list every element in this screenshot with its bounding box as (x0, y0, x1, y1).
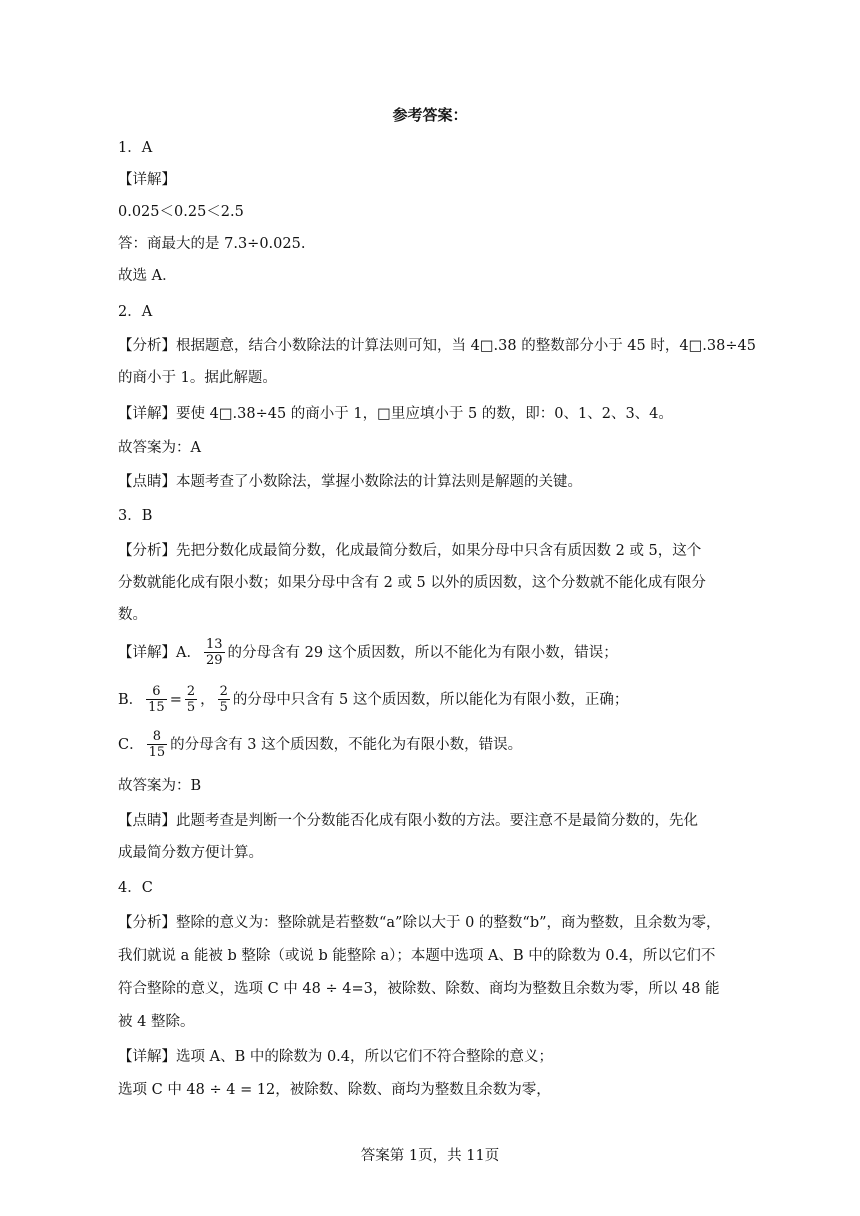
question-4-analysis-line-1: 【分析】整除的意义为：整除就是若整数“a”除以大于 0 的整数“b”，商为整数，且余数为零， (118, 915, 721, 931)
question-3-detail-b (118, 684, 628, 715)
fraction-2-5 (185, 684, 197, 715)
fraction-numerator: 2 (219, 684, 228, 699)
question-3-detail-c (118, 729, 522, 760)
page-footer: 答案第 1页，共 11页 (360, 1148, 500, 1164)
fraction-8-15 (147, 729, 168, 760)
question-3-detail-a (118, 637, 618, 668)
question-4-detail-line-1: 【详解】选项 A、B 中的除数为 0.4，所以它们不符合整除的意义； (118, 1049, 554, 1065)
question-3-answer-text: 故答案为：B (118, 778, 202, 794)
comma: ， (200, 691, 215, 708)
question-3-analysis-line-1: 【分析】先把分数化成最简分数，化成最简分数后，如果分母中只含有质因数 2 或 5，这个 (118, 543, 702, 559)
question-4-analysis-line-2: 我们就说 a 能被 b 整除（或说 b 能整除 a）；本题中选项 A、B 中的除数为 0.4，所以它们不 (118, 948, 716, 964)
fraction-numerator: 2 (186, 684, 196, 699)
fraction-denominator: 15 (148, 745, 166, 760)
detail-b-prefix: B． (118, 691, 144, 708)
fraction-2-5-second (218, 684, 230, 715)
question-2-analysis-line-1: 【分析】根据题意，结合小数除法的计算法则可知，当 4□.38 的整数部分小于 45 时，4□.38÷45 (118, 338, 756, 354)
question-1-detail-label: 【详解】 (118, 172, 176, 188)
question-2-comment: 【点睛】本题考查了小数除法，掌握小数除法的计算法则是解题的关键。 (118, 474, 582, 490)
detail-c-prefix: C． (118, 736, 144, 753)
fraction-denominator: 5 (219, 700, 228, 715)
detail-a-prefix: 【详解】A． (118, 644, 201, 661)
detail-a-text: 的分母含有 29 这个质因数，所以不能化为有限小数，错误； (227, 644, 618, 661)
question-4-answer: 4．C (118, 880, 153, 896)
detail-c-text: 的分母含有 3 这个质因数，不能化为有限小数，错误。 (170, 736, 523, 753)
question-1-answer: 1．A (118, 140, 153, 156)
question-3-analysis-line-2: 分数就能化成有限小数；如果分母中含有 2 或 5 以外的质因数，这个分数就不能化成有限分 (118, 575, 706, 591)
fraction-numerator: 8 (147, 729, 168, 745)
fraction-numerator: 6 (146, 684, 167, 700)
equals-sign: = (169, 691, 182, 708)
question-3-answer: 3．B (118, 508, 153, 524)
question-1-answer-text: 答：商最大的是 7.3÷0.025. (118, 236, 306, 252)
fraction-13-29 (204, 637, 225, 668)
question-4-analysis-line-3: 符合整除的意义，选项 C 中 48 ÷ 4=3，被除数、除数、商均为整数且余数为零，所以 48 能 (118, 981, 720, 997)
question-3-comment-line-1: 【点睛】此题考查是判断一个分数能否化成有限小数的方法。要注意不是最简分数的，先化 (118, 813, 698, 829)
question-2-detail: 【详解】要使 4□.38÷45 的商小于 1，□里应填小于 5 的数，即：0、1、2、3、4。 (118, 406, 673, 422)
question-2-answer-text: 故答案为：A (118, 440, 201, 456)
question-3-comment-line-2: 成最简分数方便计算。 (118, 845, 263, 861)
question-2-analysis-line-2: 的商小于 1。据此解题。 (118, 370, 277, 386)
fraction-denominator: 29 (205, 653, 223, 668)
fraction-6-15 (146, 684, 167, 715)
question-2-answer: 2．A (118, 304, 153, 320)
question-1-choice: 故选 A． (118, 268, 177, 284)
detail-b-text: 的分母中只含有 5 这个质因数，所以能化为有限小数，正确； (232, 691, 629, 708)
fraction-numerator: 13 (205, 637, 223, 652)
fraction-denominator: 5 (186, 700, 196, 715)
question-1-compare: 0.025＜0.25＜2.5 (118, 204, 244, 220)
question-4-analysis-line-4: 被 4 整除。 (118, 1014, 195, 1030)
fraction-denominator: 15 (148, 700, 165, 715)
question-3-analysis-line-3: 数。 (118, 607, 147, 623)
page-title: 参考答案： (392, 106, 468, 124)
question-4-detail-line-2: 选项 C 中 48 ÷ 4 = 12，被除数、除数、商均为整数且余数为零， (118, 1082, 551, 1098)
